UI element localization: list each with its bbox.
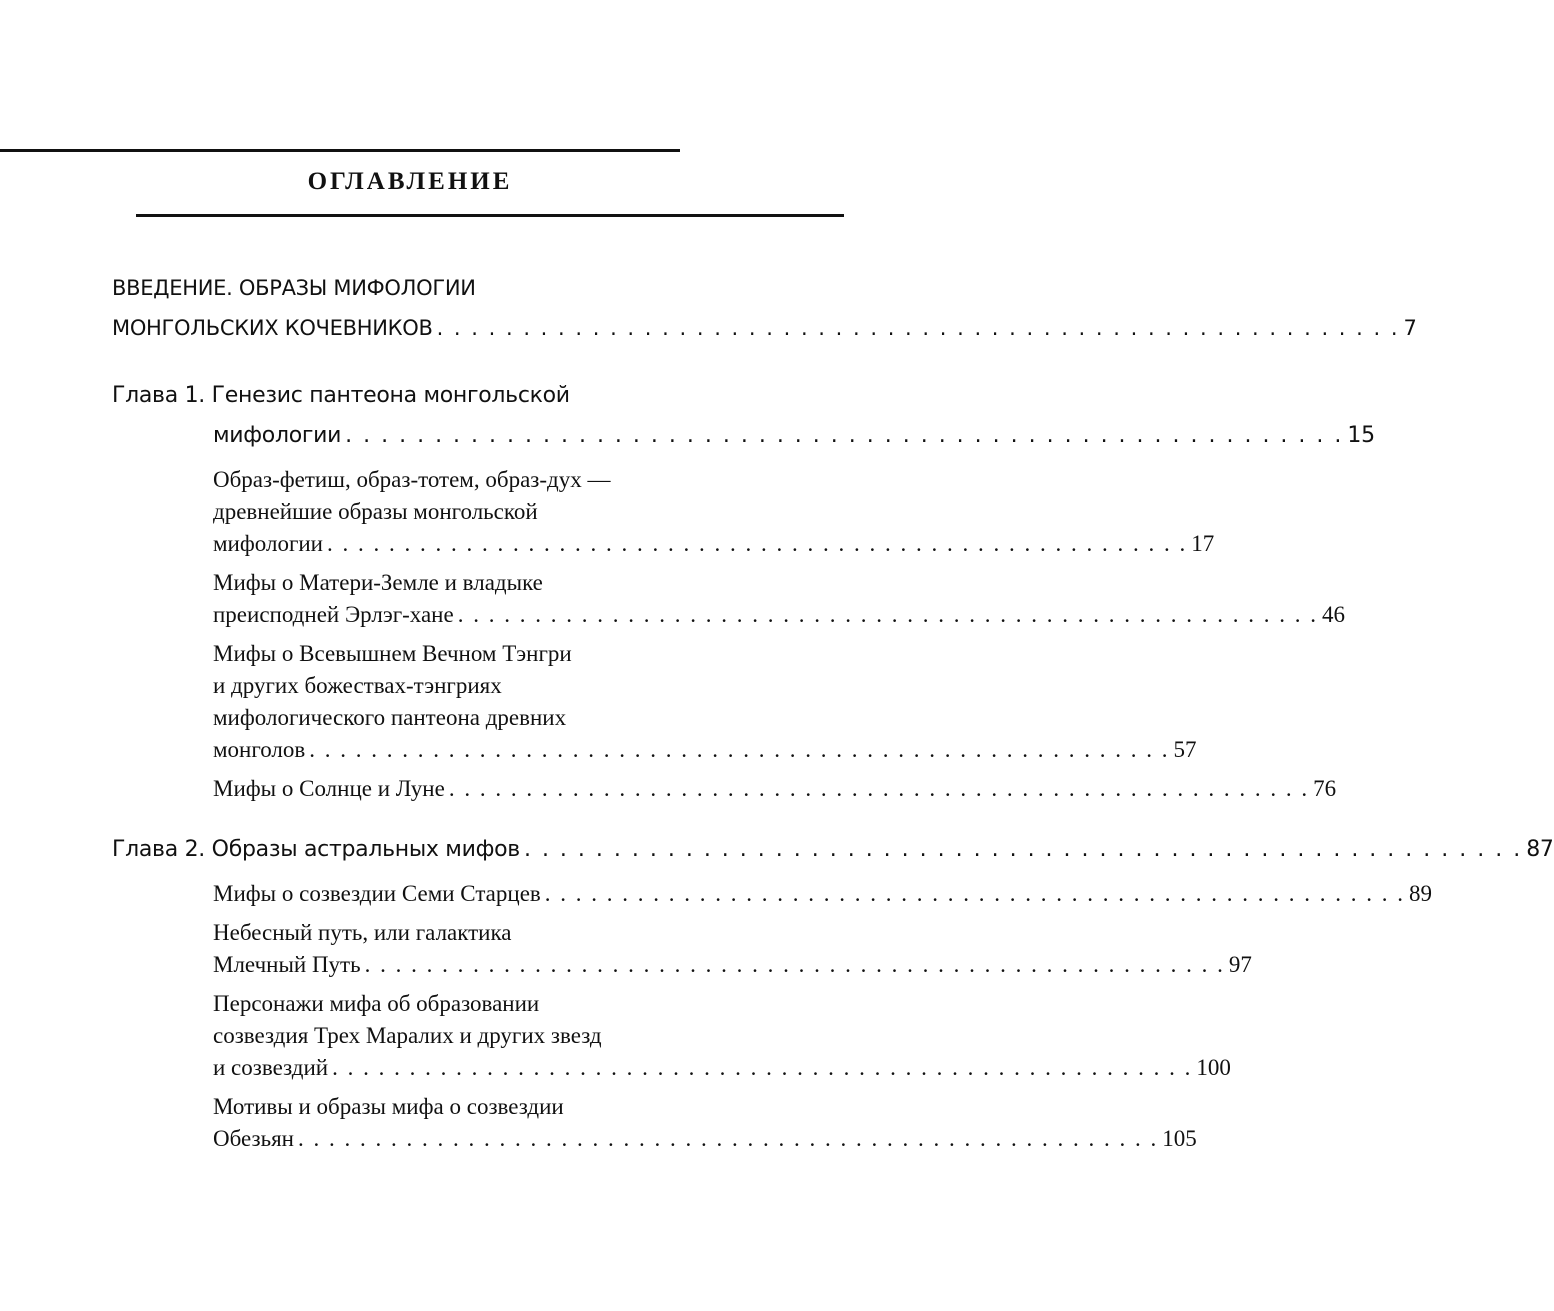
- page-title: ОГЛАВЛЕНИЕ: [307, 168, 513, 195]
- toc-section-entry: Мифы о созвездии Семи Старцев . . . . . . . . . . . . . . . . . . . . . . . . . . . . . . . . . . . . . . . . . . . . . . . . . . . . . . . . 89: [213, 878, 685, 910]
- toc-section-line: и других божествах-тэнгриях: [213, 673, 502, 698]
- page-number: 46: [1321, 602, 1345, 627]
- toc-section-entry: преисподней Эрлэг-хане . . . . . . . . . . . . . . . . . . . . . . . . . . . . . . . . . . . . . . . . . . . . . . . . . . . . . . . . 46: [213, 599, 685, 631]
- page-number: 97: [1228, 952, 1252, 977]
- page-number: 87: [1526, 837, 1554, 862]
- toc-section-entry: Млечный Путь . . . . . . . . . . . . . . . . . . . . . . . . . . . . . . . . . . . . . . . . . . . . . . . . . . . . . . . . 97: [213, 949, 685, 981]
- toc-section-line: Мотивы и образы мифа о созвездии: [213, 1094, 564, 1119]
- toc-intro-entry: МОНГОЛЬСКИХ КОЧЕВНИКОВ . . . . . . . . . . . . . . . . . . . . . . . . . . . . . . . . . . . . . . . . . . . . . . . . . . . . . . . . 7: [112, 312, 672, 344]
- leader-dots: . . . . . . . . . . . . . . . . . . . . . . . . . . . . . . . . . . . . . . . . . . . . . . . . . . . . . . . .: [345, 423, 1344, 448]
- leader-dots: . . . . . . . . . . . . . . . . . . . . . . . . . . . . . . . . . . . . . . . . . . . . . . . . . . . . . . . .: [457, 602, 1318, 627]
- toc-section-entry: мифологии . . . . . . . . . . . . . . . . . . . . . . . . . . . . . . . . . . . . . . . . . . . . . . . . . . . . . . . . 17: [213, 528, 685, 560]
- leader-dots: . . . . . . . . . . . . . . . . . . . . . . . . . . . . . . . . . . . . . . . . . . . . . . . . . . . . . . . .: [309, 737, 1170, 762]
- leader-dots: . . . . . . . . . . . . . . . . . . . . . . . . . . . . . . . . . . . . . . . . . . . . . . . . . . . . . . . .: [332, 1055, 1193, 1080]
- toc-section-line: Небесный путь, или галактика: [213, 920, 512, 945]
- page-number: 100: [1196, 1055, 1231, 1080]
- toc-chapter-1-entry: мифологии . . . . . . . . . . . . . . . . . . . . . . . . . . . . . . . . . . . . . . . . . . . . . . . . . . . . . . . . 15: [213, 420, 685, 452]
- toc-section-entry: и созвездий . . . . . . . . . . . . . . . . . . . . . . . . . . . . . . . . . . . . . . . . . . . . . . . . . . . . . . . . 100: [213, 1052, 685, 1084]
- page-number: 17: [1191, 531, 1215, 556]
- leader-dots: . . . . . . . . . . . . . . . . . . . . . . . . . . . . . . . . . . . . . . . . . . . . . . . . . . . . . . . .: [448, 776, 1310, 801]
- page-number: 89: [1409, 881, 1433, 906]
- bottom-rule: [136, 214, 844, 217]
- toc-section-line: древнейшие образы монгольской: [213, 499, 538, 524]
- toc-section-entry: монголов . . . . . . . . . . . . . . . . . . . . . . . . . . . . . . . . . . . . . . . . . . . . . . . . . . . . . . . . 57: [213, 734, 685, 766]
- toc-intro-line-1: ВВЕДЕНИЕ. ОБРАЗЫ МИФОЛОГИИ: [112, 276, 476, 300]
- page-number: 105: [1162, 1126, 1197, 1151]
- toc-section-line: мифологического пантеона древних: [213, 705, 567, 730]
- toc-section-entry: Обезьян . . . . . . . . . . . . . . . . . . . . . . . . . . . . . . . . . . . . . . . . . . . . . . . . . . . . . . . . 105: [213, 1123, 685, 1155]
- toc-section-line: Мифы о Всевышнем Вечном Тэнгри: [213, 641, 572, 666]
- leader-dots: . . . . . . . . . . . . . . . . . . . . . . . . . . . . . . . . . . . . . . . . . . . . . . . . . . . . . . . .: [297, 1126, 1159, 1151]
- toc-section-line: Образ-фетиш, образ-тотем, образ-дух —: [213, 467, 611, 492]
- page-number: 15: [1347, 423, 1375, 448]
- leader-dots: . . . . . . . . . . . . . . . . . . . . . . . . . . . . . . . . . . . . . . . . . . . . . . . . . . . . . . . .: [436, 316, 1400, 340]
- page-number: 7: [1403, 316, 1417, 340]
- toc-section-entry: Мифы о Солнце и Луне . . . . . . . . . . . . . . . . . . . . . . . . . . . . . . . . . . . . . . . . . . . . . . . . . . . . . . . . 76: [213, 773, 685, 805]
- toc-section-line: Мифы о Матери-Земле и владыке: [213, 570, 543, 595]
- leader-dots: . . . . . . . . . . . . . . . . . . . . . . . . . . . . . . . . . . . . . . . . . . . . . . . . . . . . . . . .: [364, 952, 1225, 977]
- top-rule: [0, 149, 680, 152]
- page-number: 57: [1173, 737, 1197, 762]
- toc-section-line: Персонажи мифа об образовании: [213, 991, 540, 1016]
- leader-dots: . . . . . . . . . . . . . . . . . . . . . . . . . . . . . . . . . . . . . . . . . . . . . . . . . . . . . . . .: [327, 531, 1188, 556]
- toc-chapter-1-line-1: Глава 1. Генезис пантеона монгольской: [112, 383, 570, 408]
- leader-dots: . . . . . . . . . . . . . . . . . . . . . . . . . . . . . . . . . . . . . . . . . . . . . . . . . . . . . . . .: [523, 837, 1523, 862]
- leader-dots: . . . . . . . . . . . . . . . . . . . . . . . . . . . . . . . . . . . . . . . . . . . . . . . . . . . . . . . .: [544, 881, 1406, 906]
- toc-chapter-2-entry: Глава 2. Образы астральных мифов . . . . . . . . . . . . . . . . . . . . . . . . . . . . . . . . . . . . . . . . . . . . . . . . . . . . . . . . 87: [112, 834, 685, 866]
- toc-section-line: созвездия Трех Маралих и других звезд: [213, 1023, 602, 1048]
- page-number: 76: [1313, 776, 1337, 801]
